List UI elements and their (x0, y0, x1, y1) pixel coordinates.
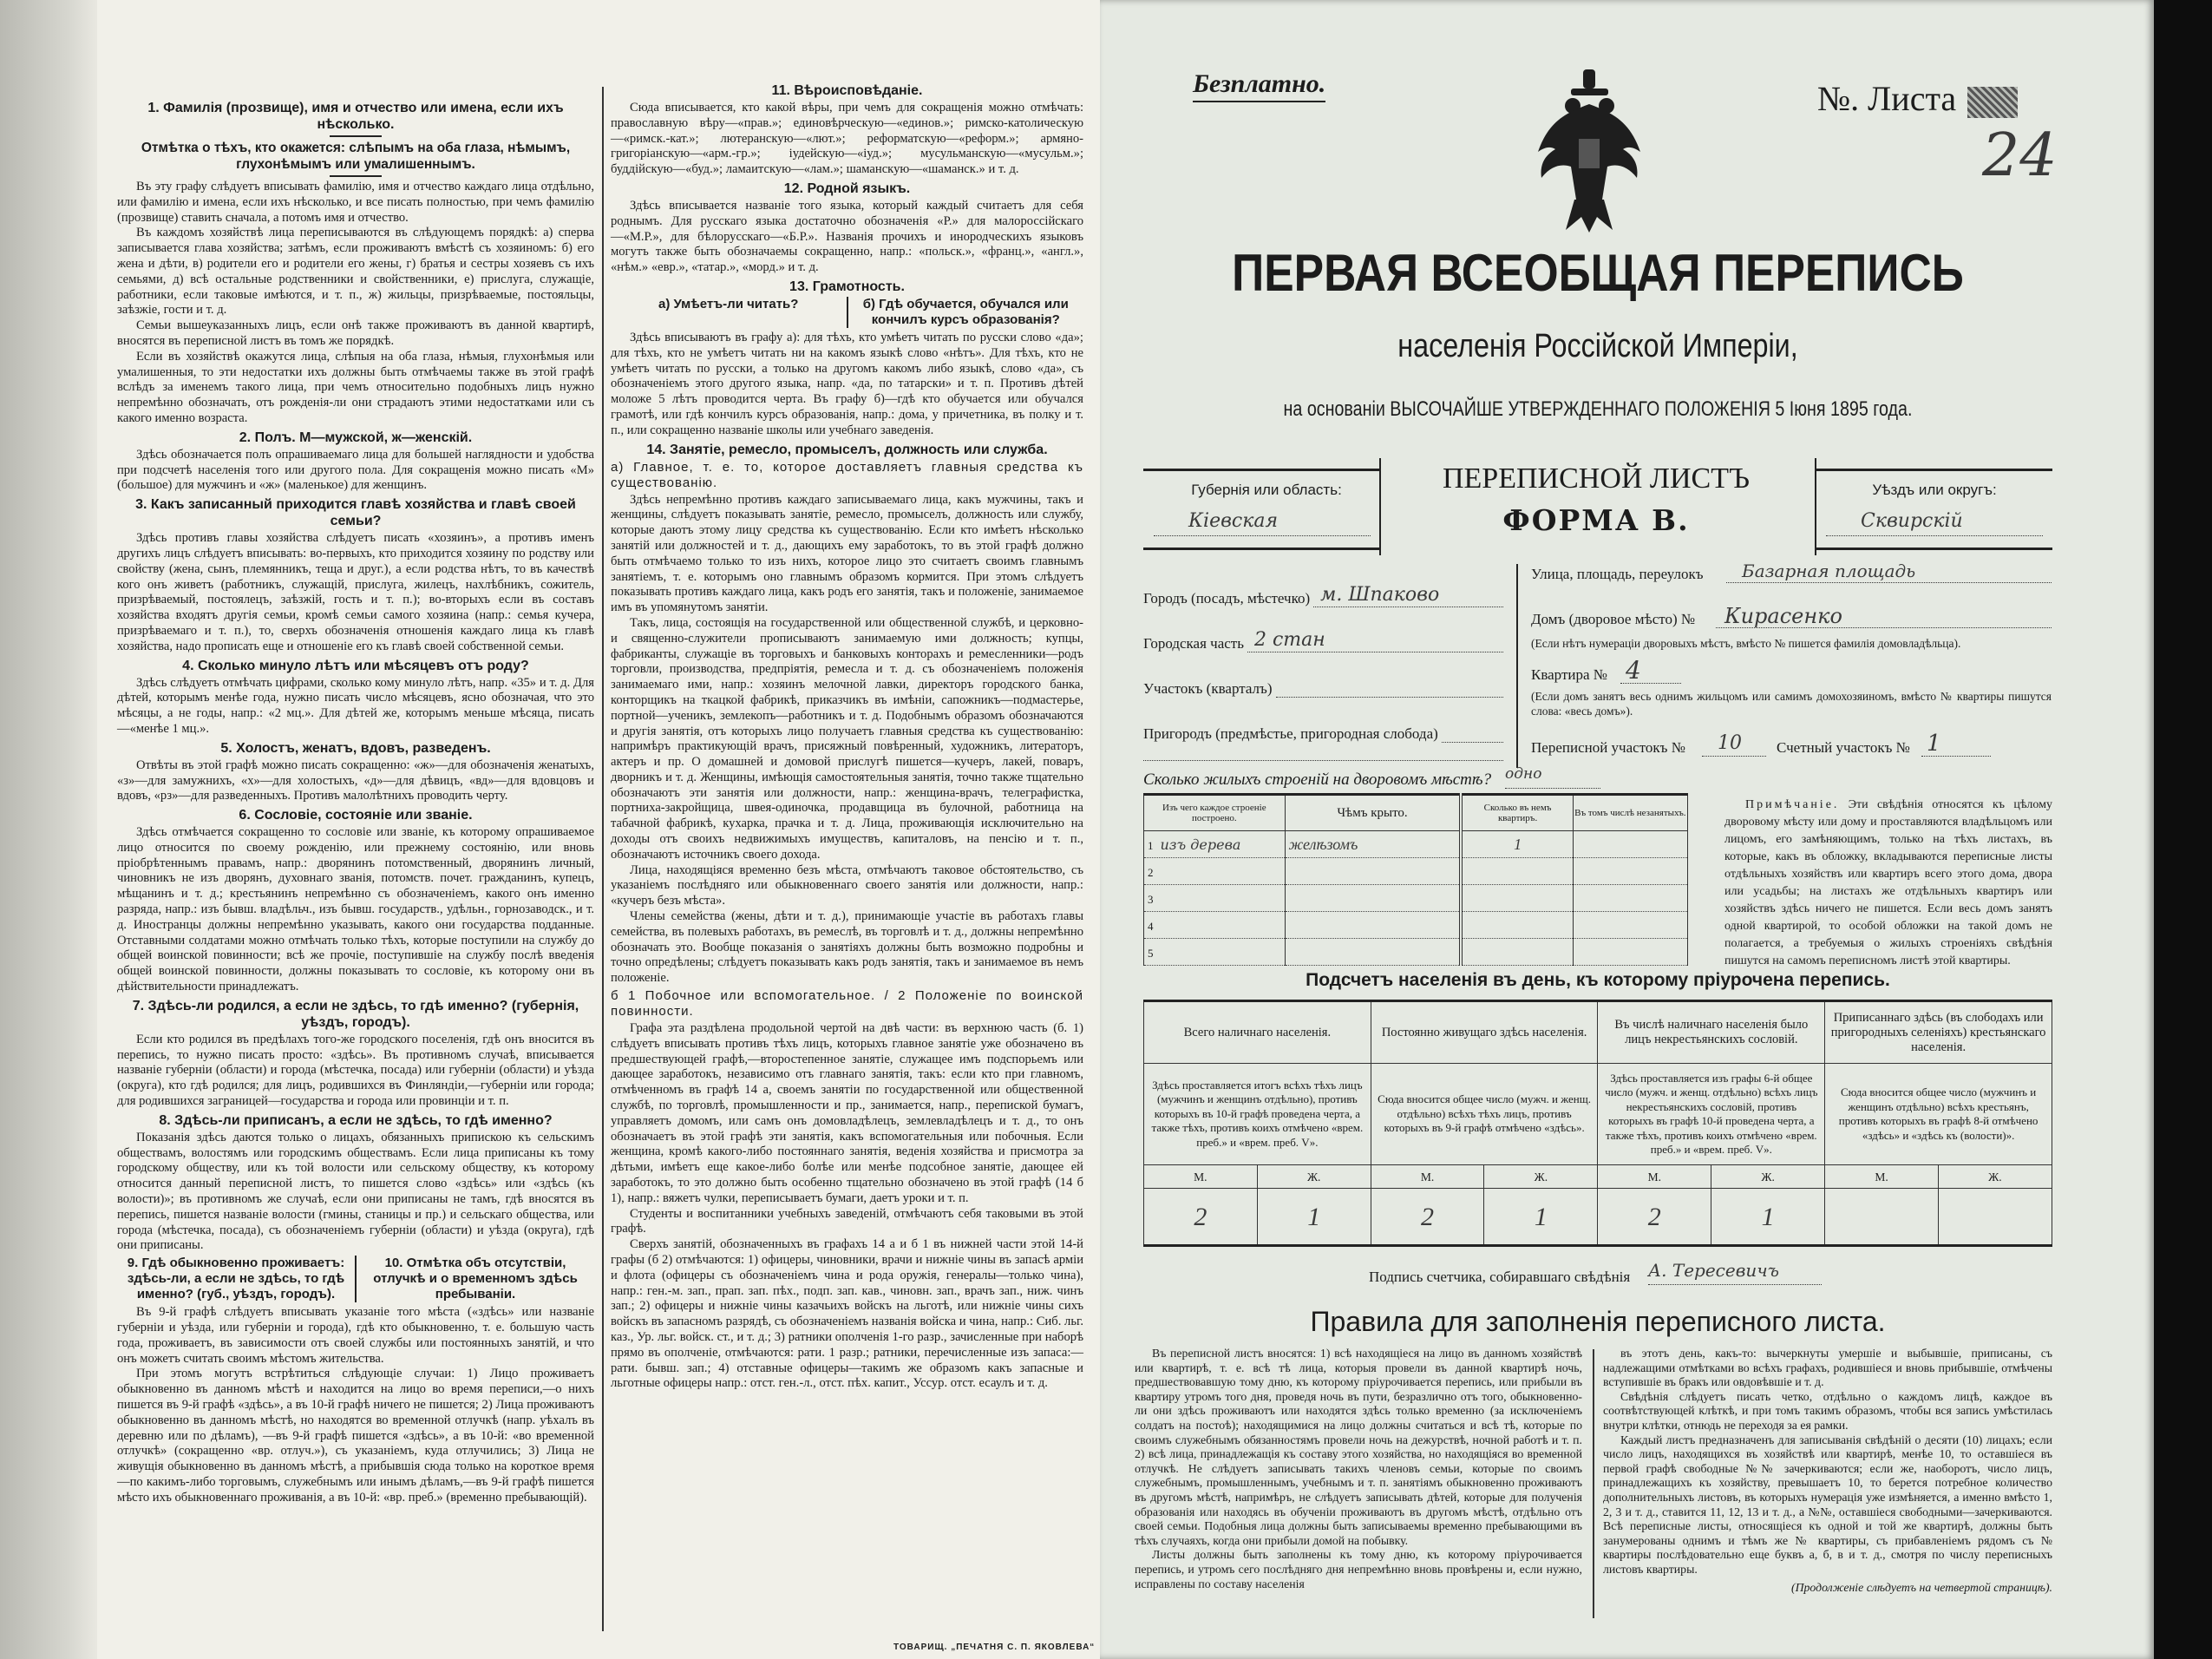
building-apartments-cell[interactable] (1461, 912, 1573, 939)
paragraph: Здѣсь непремѣнно противъ каждаго записываемаго лица, какъ мужчины, такъ и женщины, слѣдуетъ показывать занятіе, ремесло, промыселъ, должность или службу, которые даютъ этому лицу средства къ существованію. Если кто имѣетъ нѣсколько занятій или должностей и т. д., дающихъ ему заработокъ, то въ этой графѣ должно быть отмѣчаемо только то изъ нихъ, которое лицо это считаетъ своимъ главнымъ занятіемъ, т. е. которымъ оно главнымъ образомъ кормится. При этомъ слѣдуетъ показывать противъ каждаго лица, какъ родъ его занятія, такъ и положеніе, занимаемое имъ въ упомянутомъ занятіи. (611, 492, 1083, 615)
house-field[interactable]: Кирасенко (1716, 604, 2052, 628)
column-divider (602, 87, 604, 1631)
section-split-heading (117, 1256, 594, 1302)
note-text: Эти свѣдѣнія относятся къ цѣлому дворовому мѣсту или дому и проставляются владѣльцомъ или лицомъ, его замѣняющимъ, только на тѣхъ листахъ, въ которые, какъ въ обложку, вкладываются переписные листы отдѣльныхъ хозяйствъ или квартиръ всего этого дома, двора или усадьбы; на листахъ же отдѣльныхъ квартиръ или хозяйствъ здѣсь ничего не пишется. Если весь домъ занятъ одной квартирой, то особой обложки на такой домъ не полагается, а требуемыя о жилыхъ строеніяхъ свѣдѣнія пишутся на самомъ переписномъ листѣ этой квартиры. (1724, 798, 2052, 967)
group-title: Постоянно живущаго здѣсь населенія. (1371, 1001, 1598, 1064)
paragraph: Въ каждомъ хозяйствѣ лица переписываются въ слѣдующемъ порядкѣ: а) сперва записывается глава хозяйства; затѣмъ, если проживаютъ вмѣстѣ съ хозяиномъ: б) его жена и дѣти, в) родители его и родители его жены, г) братья и сестры хозяевъ съ ихъ семьями, д) всѣ остальные родственники и свойственники, е) прислуга, служащіе, работники, если таковые имѣются, и т. п., ж) жильцы, призрѣваемые, постояльцы, заѣзжіе, гости и т. д. (117, 226, 594, 318)
field-value[interactable] (1276, 674, 1504, 698)
row-number: 1 (1148, 838, 1154, 852)
section-subheading: а) Главное, т. е. то, которое доставляетъ главныя средства къ существованію. (611, 459, 1083, 490)
form-title: ПЕРЕПИСНОЙ ЛИСТЪ (1442, 462, 1750, 495)
location-field-row (1143, 652, 1503, 698)
rules-paragraph: Въ переписной листъ вносятся: 1) всѣ находящіеся на лицо въ данномъ хозяйствѣ или квартирѣ, т. е. всѣ тѣ лица, которыя провели въ данной квартирѣ ночь, предшествовавшую тому дню, къ которому пріурочивается перепись, или прибыли въ квартиру утромъ того дня, проведя ночь въ пути, безразлично отъ того, обыкновенно-ли они здѣсь проживаютъ или находятся здѣсь только временно (за исключеніемъ солдатъ на постоѣ); находящимися на лицо должны считаться и всѣ тѣ, которые по своимъ служебнымъ обязанностямъ провели ночь на дежурствѣ, ночной работѣ и т. п. 2) всѣ лица, принадлежащія къ составу этого хозяйства, но находящіяся во временной отлучкѣ. Не слѣдуетъ записывать такихъ членовъ семьи, которые по своимъ служебнымъ, промышленнымъ, учебнымъ и т. п. занятіямъ обыкновенно проживаютъ въ другомъ мѣстѣ, напримѣръ, не слѣдуетъ записывать дѣтей, которые для полученія образованія или находясь въ обученіи проживаютъ въ другомъ мѣстѣ, отдѣльно отъ своей семьи. Подобныя лица должны быть записываемы временно пребывающими въ тѣхъ случаяхъ, когда они прибыли домой на побывку. (1135, 1347, 1582, 1547)
group-title: Всего наличнаго населенія. (1144, 1001, 1371, 1064)
rules-paragraph: Каждый листъ предназначенъ для записыванія свѣдѣній о десяти (10) лицахъ; если число лицъ, находящихся въ хозяйствѣ или квартирѣ, менѣе 10, то оставшіеся въ первой графѣ свободные №№ зачеркиваются; если же, наоборотъ, число лицъ, принадлежащихъ къ хозяйству, превышаетъ 10, то берется потребное количество дополнительныхъ листовъ, въ которыхъ нумерація уже измѣняется, а именно вмѣсто 1, 2, 3 и т. д., ставится 11, 12, 13 и т. д., а №№, оставшіеся свободными—зачеркиваются. Всѣ переписные листы, относящіеся къ одной и той же квартирѣ, должны быть занумерованы однимъ и тѣмъ же № квартиры, съ прибавленіемъ рядомъ съ № квартиры послѣдовательно еще буквъ а, б, в и т. д., смотря по числу переписныхъ листовъ квартиры. (1603, 1433, 2052, 1576)
census-subtitle: населенія Россійской Имперіи, (1397, 328, 1798, 364)
paragraph: Здѣсь вписывается названіе того языка, который каждый считаетъ для себя роднымъ. Для русскаго языка достаточно обозначенія «Р.» для малороссійскаго—«М.Р.», для бѣлорусскаго—«Б.Р.». Названія прочихъ и инородческихъ языковъ могутъ также быть обозначаемы сокращенно, напр.: «польск.», «франц.», «англ.», «нѣм.» «евр.», «татар.», «морд.» и т. д. (611, 198, 1083, 275)
section-heading: 12. Родной языкъ. (783, 180, 911, 196)
paragraph: При этомъ могутъ встрѣтиться слѣдующіе случаи: 1) Лицо проживаетъ обыкновенно въ данномъ мѣстѣ и находится на лицо во время переписи,—о нихъ пишется въ 9-й графѣ «здѣсь», а въ 10-й графѣ ничего не пишется; 2) Лица проживаютъ обыкновенно въ данномъ мѣстѣ, но находятся во временной отлучкѣ (напр. уѣхалъ въ деревню или по дѣламъ), —въ 9-й графѣ пишется «здѣсь», а въ 10-й: «во временной отлучкѣ» (сокращенно «вр. отлуч.»), съ указаніемъ, куда отлучились; 3) Лица не живущія обыкновенно въ данномъ мѣстѣ, а прибывшія сюда только на короткое время—по какимъ-либо торговымъ, служебнымъ или инымъ дѣламъ,—въ 9-й графѣ пишется мѣсто ихъ обыкновеннаго проживанія, а въ 10-й: «вр. преб.» (временно пребывающій). (117, 1367, 594, 1505)
building-roof-cell[interactable] (1285, 939, 1461, 966)
paragraph: Члены семейства (жены, дѣти и т. д.), принимающіе участіе въ работахъ главы семейства, въ полевыхъ работахъ, въ ремеслѣ, въ торговлѣ и т. д., должны непремѣнно обозначать это. Вообще показанія о занятіяхъ должны быть возможно подробны и точно опредѣлены; слѣдуетъ показывать какъ родъ занятія, такъ и занимаемое въ немъ положеніе. (611, 909, 1083, 986)
house-note: (Если нѣтъ нумераціи дворовыхъ мѣстъ, вмѣсто № пишется фамилія домовладѣльца). (1531, 637, 1961, 650)
paragraph: Здѣсь обозначается полъ опрашиваемаго лица для большей наглядности и удобства при подсчетѣ населенія того или другого пола. Для сокращенія можно писать «М» (большое) для мужчинъ и «ж» (маленькое) для женщинъ. (117, 447, 594, 493)
male-label: М. (1371, 1165, 1484, 1189)
paragraph: Отвѣты въ этой графѣ можно писать сокращенно: «ж»—для обозначенія женатыхъ, «з»—для замужнихъ, «х»—для холостыхъ, «д»—для дѣвицъ, «вд»—для вдовцовъ и вдовъ, «рз»—для разведенныхъ. Противъ малолѣтнихъ проводить черту. (117, 757, 594, 803)
building-vacant-cell[interactable] (1573, 858, 1687, 885)
section-heading: 2. Полъ. М—мужской, ж—женскій. (239, 430, 473, 445)
imperial-eagle-emblem-icon (1531, 69, 1648, 234)
guberniya-field[interactable]: Кіевская (1154, 510, 1371, 536)
group-title: Въ числѣ наличнаго населенія было лицъ некрестьянскихъ сословій. (1598, 1001, 1825, 1064)
rules-divider (1593, 1349, 1594, 1618)
building-vacant-cell[interactable] (1573, 885, 1687, 912)
building-roof-cell[interactable]: желѣзомъ (1285, 831, 1461, 858)
female-label: Ж. (1938, 1165, 2052, 1189)
building-vacant-cell[interactable] (1573, 912, 1687, 939)
rules-continued-note: (Продолженіе слѣдуетъ на четвертой страницѣ). (1790, 1580, 2052, 1594)
heading-rule (330, 175, 382, 177)
row-number: 4 (1148, 919, 1154, 933)
section-heading: 4. Сколько минуло лѣтъ или мѣсяцевъ отъ роду? (182, 658, 529, 673)
male-count[interactable]: 2 (1144, 1189, 1258, 1246)
building-row (1144, 858, 1688, 885)
group-description-row (1144, 1064, 2052, 1165)
male-count[interactable]: 2 (1371, 1189, 1484, 1246)
building-apartments-cell[interactable]: 1 (1461, 831, 1573, 858)
dwellings-field[interactable]: одно (1505, 765, 1600, 789)
building-row (1144, 939, 1688, 966)
buildings-note (1724, 797, 2052, 970)
rules-paragraph: въ этотъ день, какъ-то: вычеркнуты умершіе и выбывшіе, приписаны, съ надлежащими отмѣтками во всѣхъ графахъ, родившіеся и вновь прибывшіе, отмѣчены вступившіе въ бракъ или овдовѣвшіе и т. д. (1603, 1347, 2052, 1389)
section-heading: 1. Фамилія (прозвище), имя и отчество или имена, если ихъ нѣсколько. (147, 101, 564, 132)
street-label: Улица, площадь, переулокъ (1531, 566, 1704, 582)
split-heading-part: 10. Отмѣтка объ отсутствіи, отлучкѣ и о временномъ здѣсь пребываніи. (373, 1256, 578, 1302)
fields-divider (1516, 564, 1518, 768)
uezd-label: Уѣздъ или округъ: (1872, 482, 1997, 498)
section-heading: 8. Здѣсь-ли приписанъ, а если не здѣсь, то гдѣ именно? (159, 1112, 553, 1128)
building-material-cell (1144, 885, 1286, 912)
building-roof-cell[interactable] (1285, 885, 1461, 912)
rules-column-left (1135, 1347, 1582, 1591)
paragraph: Здѣсь противъ главы хозяйства слѣдуетъ писать «хозяинъ», а противъ именъ другихъ лицъ слѣдуетъ вписывать: во-первыхъ, кто приходится хозяину по родству или свойству (жена, сынъ, племянникъ, теща и друг.), а если родства нѣтъ, то въ качествѣ кого онъ живетъ (работникъ, служащій, прислуга, жилецъ, нахлѣбникъ, сожитель, призрѣваемый, постоялецъ, заѣзжій, гость и т. п.); во-вторыхъ если въ составъ хозяйства входятъ другія семьи, кромѣ семьи самого хозяина (напр.: семья кучера, призрѣваемаго и т. п.), то, сверхъ обозначенія отношенія каждаго лица къ главѣ хозяйства, надо прописать еще и отношеніе его къ главѣ своей собственной семьи. (117, 531, 594, 653)
field-label: Городская часть (1143, 635, 1244, 652)
field-value[interactable] (1442, 719, 1503, 743)
location-field-row (1143, 698, 1503, 743)
male-label: М. (1144, 1165, 1258, 1189)
sheet-number-handwritten: 24 (1982, 121, 2058, 190)
paragraph: Графа эта раздѣлена продольной чертой на двѣ части: въ верхнюю часть (б. 1) слѣдуетъ вписывать противъ тѣхъ лицъ, которыхъ главное занятіе уже обозначено въ предшествующей графѣ,—второстепенное занятіе, служащее имъ подспорьемъ или дающее заработокъ, независимо отъ главнаго занятія, такъ: если кто при главномъ, отмѣченномъ въ графѣ 14 а, своемъ занятіи по государственной или общественной службѣ, по торговлѣ, промышленности и пр., занимается, напр., перепиской бумагъ, управляетъ домомъ, или самъ онъ домовладѣлецъ, землевладѣлецъ и т. д., то онъ обозначаетъ въ этой графѣ эти занятія, какъ вспомогательныя или побочныя. Если женщина, кромѣ какого-либо постояннаго занятія, веденія хозяйства и присмотра за дѣтьми, имѣетъ еще какое-либо болѣе или менѣе подсобное занятіе, дающее ей заработокъ, то это должно быть особенно тщательно обозначено въ этой графѣ (14 б 1), напр.: вяжетъ чулки, переписываетъ бумаги, даетъ уроки и т. п. (611, 1021, 1083, 1205)
rules-heading: Правила для заполненія переписного листа. (1310, 1306, 1886, 1337)
uezd-field[interactable]: Сквирскій (1826, 510, 2043, 536)
paragraph: Въ эту графу слѣдуетъ вписывать фамилію, имя и отчество каждаго лица отдѣльно, или фамилію и имена, если ихъ нѣсколько, и все писать полностью, при чемъ фамилію (прозвище) ставить сначала, а потомъ имя и отчество. (117, 180, 594, 225)
location-field-row (1143, 607, 1503, 652)
paragraph: Если въ хозяйствѣ окажутся лица, слѣпыя на оба глаза, нѣмыя, глухонѣмыя или умалишенныя, то эти недостатки ихъ должны быть отмѣчаемы также въ этой графѣ вслѣдъ за именемъ такого лица, при чемъ относительно подобныхъ лицъ нужно непремѣнно обозначать, отъ рожденія-ли они страдаютъ этими недостатками или съ какого именно возраста. (117, 349, 594, 425)
col-header-apartments: Сколько въ немъ квартиръ. (1461, 795, 1573, 831)
section-heading: 3. Какъ записанный приходится главѣ хозяйства и главѣ своей семьи? (135, 497, 576, 529)
guberniya-label: Губернія или область: (1191, 482, 1342, 498)
paragraph: Лица, находящіяся временно безъ мѣста, отмѣчаютъ таковое обстоятельство, съ указаніемъ послѣдняго или обыкновеннаго своего занятія или должности, напр.: «кучеръ безъ мѣста». (611, 862, 1083, 908)
group-description: Здѣсь проставляется итогъ всѣхъ тѣхъ лицъ (мужчинъ и женщинъ отдѣльно), противъ которыхъ въ 10-й графѣ проведена черта, а также тѣхъ, противъ коихъ отмѣчено «врем. преб.» и «врем. преб. V». (1144, 1064, 1371, 1165)
legal-basis-line: на основаніи ВЫСОЧАЙШЕ УТВЕРЖДЕННАГО ПОЛОЖЕНІЯ 5 Іюня 1895 года. (1283, 397, 1913, 421)
male-count[interactable]: 2 (1598, 1189, 1711, 1246)
free-of-charge-label: Безплатно. (1193, 69, 1325, 102)
count-values-row (1144, 1189, 2052, 1246)
location-field-row (1143, 562, 1503, 607)
female-label: Ж. (1711, 1165, 1825, 1189)
sex-label-row (1144, 1165, 2052, 1189)
printer-footer: ТОВАРИЩ. „ПЕЧАТНЯ С. П. ЯКОВЛЕВА“ (893, 1643, 1096, 1652)
paragraph: Если кто родился въ предѣлахъ того-же городского поселенія, гдѣ онъ вносится въ перепись, то нужно писать просто: «здѣсь». Въ противномъ случаѣ, вписывается названіе губерніи (области) и города (мѣстечка, посада) или губерніи (области) и уѣзда (округа), кто гдѣ родился; для лицъ, родившихся въ Финляндіи,—губерніи или города; для родившихся заграницей—государства и города или провинціи и т. п. (117, 1032, 594, 1109)
field-value[interactable]: 2 стан (1247, 629, 1503, 652)
signature-label: Подпись счетчика, собиравшаго свѣдѣнія (1369, 1269, 1631, 1285)
section-heading: 5. Холостъ, женатъ, вдовъ, разведенъ. (220, 740, 491, 756)
male-label: М. (1598, 1165, 1711, 1189)
sheet-number-stamp (1967, 87, 2018, 118)
field-label: Пригородъ (предмѣстье, пригородная слобода) (1143, 725, 1438, 742)
section-heading: 11. Вѣроисповѣданіе. (771, 83, 923, 98)
female-label: Ж. (1484, 1165, 1598, 1189)
female-count[interactable]: 1 (1711, 1189, 1825, 1246)
paragraph: Здѣсь вписываютъ въ графу а): для тѣхъ, кто умѣетъ читать по русски слово «да»; для тѣхъ, кто не умѣетъ читать ни на какомъ языкѣ слово «нѣтъ». Для тѣхъ, кто не умѣетъ читать по русски, а только на другомъ какомъ либо языкѣ, слово «да», съ обозначеніемъ этого другого языка, напр. «да, по татарски» и т. п. Противъ дѣтей моложе 5 лѣтъ проводится черта. Въ графу б)—гдѣ кто обучается или обучался грамотѣ, или гдѣ кончилъ курсъ образованія, напр.: дома, у причетника, въ полку и т. п., или сокращенно названіе школы или учебнаго заведенія. (611, 330, 1083, 437)
sheet-number-label: №. Листа (1817, 79, 1957, 118)
paragraph: Въ 9-й графѣ слѣдуетъ вписывать указаніе того мѣста («здѣсь» или названіе губерніи и уѣзда, или губерніи и города), гдѣ кто обыкновенно, т. е. большую часть года, проживаетъ, въ зависимости отъ своей службы или постоянныхъ занятій, и что онъ можетъ считать своимъ мѣстомъ жительства. (117, 1305, 594, 1366)
paragraph: Здѣсь слѣдуетъ отмѣчать цифрами, сколько кому минуло лѣтъ, напр. «35» и т. д. Для дѣтей, которымъ менѣе года, нужно писать число мѣсяцевъ, ясно обозначая, что это мѣсяцы, а не годы, напр.: «2 мц.». Для дѣтей же, которымъ меньше мѣсяца, писать—«менѣе 1 мц.». (117, 675, 594, 736)
counting-district-label: Счетный участокъ № (1777, 739, 1910, 756)
section-heading: 14. Занятіе, ремесло, промыселъ, должность или служба. (646, 442, 1048, 457)
rules-paragraph: Листы должны быть заполнены къ тому дню, къ которому пріурочивается перепись, и утромъ сего послѣдняго дня непремѣнно вновь провѣрены и, если нужно, исправлены по составу населенія (1135, 1548, 1582, 1590)
building-row (1144, 885, 1688, 912)
apartment-note: (Если домъ занятъ весь однимъ жильцомъ или самимъ домохозяиномъ, вмѣсто № квартиры пишутся слова: «весь домъ»). (1531, 690, 2052, 718)
heading-rule (330, 135, 382, 137)
row-number: 3 (1148, 892, 1154, 906)
house-label: Домъ (дворовое мѣсто) № (1531, 611, 1696, 627)
building-apartments-cell[interactable] (1461, 939, 1573, 966)
population-count-table (1143, 1000, 2052, 1247)
group-description: Сюда вносится общее число (мужч. и женщ. отдѣльно) всѣхъ тѣхъ лицъ, противъ которыхъ въ 9-й графѣ отмѣчено «здѣсь». (1371, 1064, 1598, 1165)
building-roof-cell[interactable] (1285, 912, 1461, 939)
section-split-heading (611, 297, 1083, 328)
female-label: Ж. (1257, 1165, 1371, 1189)
female-count[interactable] (1938, 1189, 2052, 1246)
building-apartments-cell[interactable] (1461, 885, 1573, 912)
form-name: ФОРМА В. (1502, 503, 1690, 537)
apartment-label: Квартира № (1531, 666, 1608, 683)
male-label: М. (1825, 1165, 1939, 1189)
female-count[interactable]: 1 (1257, 1189, 1371, 1246)
paragraph: Студенты и воспитанники учебныхъ заведеній, отмѣчаютъ себя таковыми въ этой графѣ. (611, 1206, 1083, 1236)
row-number: 2 (1148, 865, 1154, 879)
rules-paragraph: Свѣдѣнія слѣдуетъ писать четко, отдѣльно о каждомъ лицѣ, каждое въ соотвѣтствующей клѣткѣ, и при томъ такимъ образомъ, чтобы вся запись умѣстилась внутри клѣтки, отнюдь не переходя за ея рамки. (1603, 1389, 2052, 1432)
street-field[interactable]: Базарная площадь (1726, 561, 2052, 583)
section-heading: 6. Сословіе, состояніе или званіе. (239, 808, 473, 823)
split-heading-part: а) Умѣетъ-ли читать? (611, 297, 848, 328)
field-label: Участокъ (кварталъ) (1143, 680, 1273, 697)
census-district-label: Переписной участокъ № (1531, 739, 1685, 756)
building-material-cell (1144, 831, 1286, 858)
building-row (1144, 831, 1688, 858)
group-title: Приписаннаго здѣсь (въ слободахъ или пригородныхъ селеніяхъ) крестьянскаго населенія. (1825, 1001, 2052, 1064)
split-heading-part: 9. Гдѣ обыкновенно проживаетъ: здѣсь-ли, а если не здѣсь, то гдѣ именно? (губ., уѣздъ, городъ). (117, 1256, 357, 1302)
col-header-material: Изъ чего каждое строеніе построено. (1144, 795, 1286, 831)
building-material-cell (1144, 858, 1286, 885)
building-row (1144, 912, 1688, 939)
section-subheading: Отмѣтка о тѣхъ, кто окажется: слѣпымъ на оба глаза, нѣмымъ, глухонѣмымъ или умалишеннымъ. (141, 141, 571, 172)
instructions-column-1 (117, 97, 594, 1506)
building-material-cell (1144, 912, 1286, 939)
field-value[interactable]: м. Шпаково (1313, 584, 1503, 607)
blank-field-line (1143, 743, 1503, 761)
material-value: изъ дерева (1160, 836, 1241, 853)
buildings-table (1143, 793, 1688, 966)
building-roof-cell[interactable] (1285, 858, 1461, 885)
paragraph: Сверхъ занятій, обозначенныхъ въ графахъ 14 а и б 1 въ нижней части этой 14-й графы (б 2) отмѣчаются: 1) офицеры, чиновники, врачи и нижніе чины въ запасѣ арміи и флота (офицеры съ обозначеніемъ чина и рода оружія, генералы—только чина), напр.: ген.-м. зап., прап. зап. пѣх., подп. зап. кав., чиновн. зап., врачъ зап., ниж. чинъ зап.; 2) офицеры и нижніе чины казачьихъ войскъ на льготѣ, или нижніе чины сихъ войскъ въ запасномъ разрядѣ, съ обозначеніемъ названія войска и чина, напр.: Сиб. льг. каз., Ур. льг. войск. ст., и т. д.; 3) ратники ополченія 1-го разр., зачисленные при наборѣ прямо въ ополченіе, отмѣчаются: рати. 1 разр.; ратники, перечисленные изъ запаса:—рати. бывш. зап.; 4) отставные офицеры—такимъ же образомъ какъ запасные и льготные офицеры напр.: отст. ген.-л., отст. пѣх. капит., Уссур. отст. есаулъ и т. д. (611, 1237, 1083, 1391)
building-material-cell (1144, 939, 1286, 966)
counting-district-field[interactable]: 1 (1921, 731, 1991, 757)
field-label: Городъ (посадъ, мѣстечко) (1143, 590, 1311, 607)
group-description: Сюда вносится общее число (мужчинъ и женщинъ отдѣльно) всѣхъ крестьянъ, противъ которыхъ въ графѣ 8-й отмѣчено «здѣсь» и «здѣсь къ (волости)». (1825, 1064, 2052, 1165)
paragraph: Сюда вписывается, кто какой вѣры, при чемъ для сокращенія можно отмѣчать: православную вѣру—«прав.»; единовѣрческую—«единов.»; римско-католическую—«римск.-кат.»; лютеранскую—«лют.»; реформатскую—«реформ.»; армяно-григоріанскую—«арм.-гр.»; іудейскую—«іуд.»; мусульманскую—«мусульм.»; буддійскую—«буд.»; ламаитскую—«лам.»; шаманскую—«шаманск.» и т. д. (611, 101, 1083, 177)
apartment-field[interactable]: 4 (1620, 656, 1681, 684)
paragraph: Такъ, лица, состоящія на государственной или общественной службѣ, и церковно- и священно-служители прописываютъ занимаемую ими должность; купцы, фабриканты, служащіе въ торговыхъ и банковыхъ конторахъ и ремесленники—родъ торговли, производства, предпріятія, ремесла и т. д. съ обозначеніемъ положенія занимаемаго ими, напр.: хозяинъ мелочной лавки, директоръ городского банка, конторщикъ на ткацкой фабрикѣ, приказчикъ въ имѣніи, сапожникъ—подмастерье, портной—ученикъ, землекопъ—работникъ и т. д. Подобнымъ образомъ обозначаются и другія занятія, отъ которыхъ лицо получаетъ главныя средства къ существованію: напримѣръ практикующій врачъ, присяжный повѣренный, художникъ, литераторъ, актеръ и пр. О домашней и домовой прислугѣ пишется—кучеръ, лакей, поваръ, дворникъ и т. д. Женщины, имѣющія самостоятельныя занятія, точно также тщательно обозначаютъ эти занятія или должности, напр.: женщина-врачъ, телеграфистка, портниха-закройщица, швея-одиночка, продавщица въ булочной, работница на табачной фабрикѣ, кухарка, прачка и т. д. Лица, проживающія исключительно на доходы отъ своихъ недвижимыхъ имуществъ, капиталовъ, на пенсію и т. п., обозначаютъ источникъ своего дохода. (611, 615, 1083, 862)
female-count[interactable]: 1 (1484, 1189, 1598, 1246)
building-vacant-cell[interactable] (1573, 939, 1687, 966)
group-description: Здѣсь проставляется изъ графы 6-й общее число (мужч. и женщ. отдѣльно) всѣхъ лицъ некрестьянскихъ сословій, противъ которыхъ въ графѣ 10-й проведена черта, а также тѣхъ, противъ коихъ отмѣчено «врем. преб.» и «врем. преб. V». (1598, 1064, 1825, 1165)
col-header-roof: Чѣмъ крыто. (1285, 795, 1461, 831)
paragraph: Семьи вышеуказанныхъ лицъ, если онѣ также проживаютъ въ данной квартирѣ, вносятся въ переписной листъ въ томъ же порядкѣ. (117, 318, 594, 348)
split-heading-part: б) Гдѣ обучается, обучался или кончилъ курсъ образованія? (862, 296, 1069, 327)
dwellings-question: Сколько жилыхъ строеній на дворовомъ мѣстѣ? (1143, 770, 1492, 789)
count-heading: Подсчетъ населенія въ день, къ которому пріурочена перепись. (1306, 970, 1890, 990)
instructions-column-2 (611, 80, 1083, 1392)
section-heading: 13. Грамотность. (789, 279, 905, 294)
note-label: Примѣчаніе. (1745, 798, 1840, 811)
enumerator-signature-field[interactable]: А. Тересевичъ (1648, 1260, 1822, 1285)
row-number: 5 (1148, 946, 1154, 960)
section-heading: 7. Здѣсь-ли родился, а если не здѣсь, то гдѣ именно? (губернія, уѣздъ, городъ). (132, 998, 579, 1030)
rules-column-right (1603, 1347, 2052, 1595)
col-header-vacant: Въ томъ числѣ незанятыхъ. (1573, 795, 1687, 831)
paragraph: Показанія здѣсь даются только о лицахъ, обязанныхъ припискою къ сельскимъ обществамъ, волостямъ или городскимъ обществамъ. Если лица приписаны къ тому городскому обществу, или къ той волости или сельскому обществу, къ которому относится данный переписной листъ, то пишется слово «здѣсь» или «здѣсь (къ волости)»; въ противномъ же случаѣ, если они приписаны не тамъ, гдѣ вносятся въ перепись, пишется названіе волости (гмины, станицы и пр.) и сельскаго общества, или города (мѣстечка, посада), съ обозначеніемъ губерніи (области) и уѣзда (округа), гдѣ они приписаны. (117, 1130, 594, 1253)
building-vacant-cell[interactable] (1573, 831, 1687, 858)
building-apartments-cell[interactable] (1461, 858, 1573, 885)
page-edge-shadow (0, 0, 97, 1659)
census-title: ПЕРВАЯ ВСЕОБЩАЯ ПЕРЕПИСЬ (1232, 244, 1964, 302)
section-subheading: б 1 Побочное или вспомогательное. / 2 Положеніе по воинской повинности. (611, 988, 1083, 1020)
census-district-field[interactable]: 10 (1702, 732, 1766, 757)
male-count[interactable] (1825, 1189, 1939, 1246)
paragraph: Здѣсь отмѣчается сокращенно то сословіе или званіе, къ которому опрашиваемое лицо относится по своему рожденію, или прежнему состоянію, или вновь пріобрѣтеннымъ правамъ, напр.: дворянинъ потомственный, дворянинъ личный, чиновникъ не изъ дворянъ, духовнаго званія, потомств. почет. гражданинъ, купецъ, мѣщанинъ и т. д.; крестьянинъ непремѣнно съ обозначеніемъ, какого онъ именно разряда, напр.: изъ бывш. владѣльч., изъ бывш. государств., удѣльн., горнозаводск., и т. д. Иностранцы должны непремѣнно указывать, какого они государства подданные. Отставными солдатами можно отмѣчать только тѣхъ, которые поступили на службу до общей воинской повинности; всѣ же прочіе, поступившіе на службу послѣ введенія общей воинской повинности, должны показывать то сословіе, къ которому они въ дѣйствительности принадлежатъ. (117, 825, 594, 994)
group-title-row (1144, 1001, 2052, 1064)
location-fields (1143, 562, 1503, 761)
